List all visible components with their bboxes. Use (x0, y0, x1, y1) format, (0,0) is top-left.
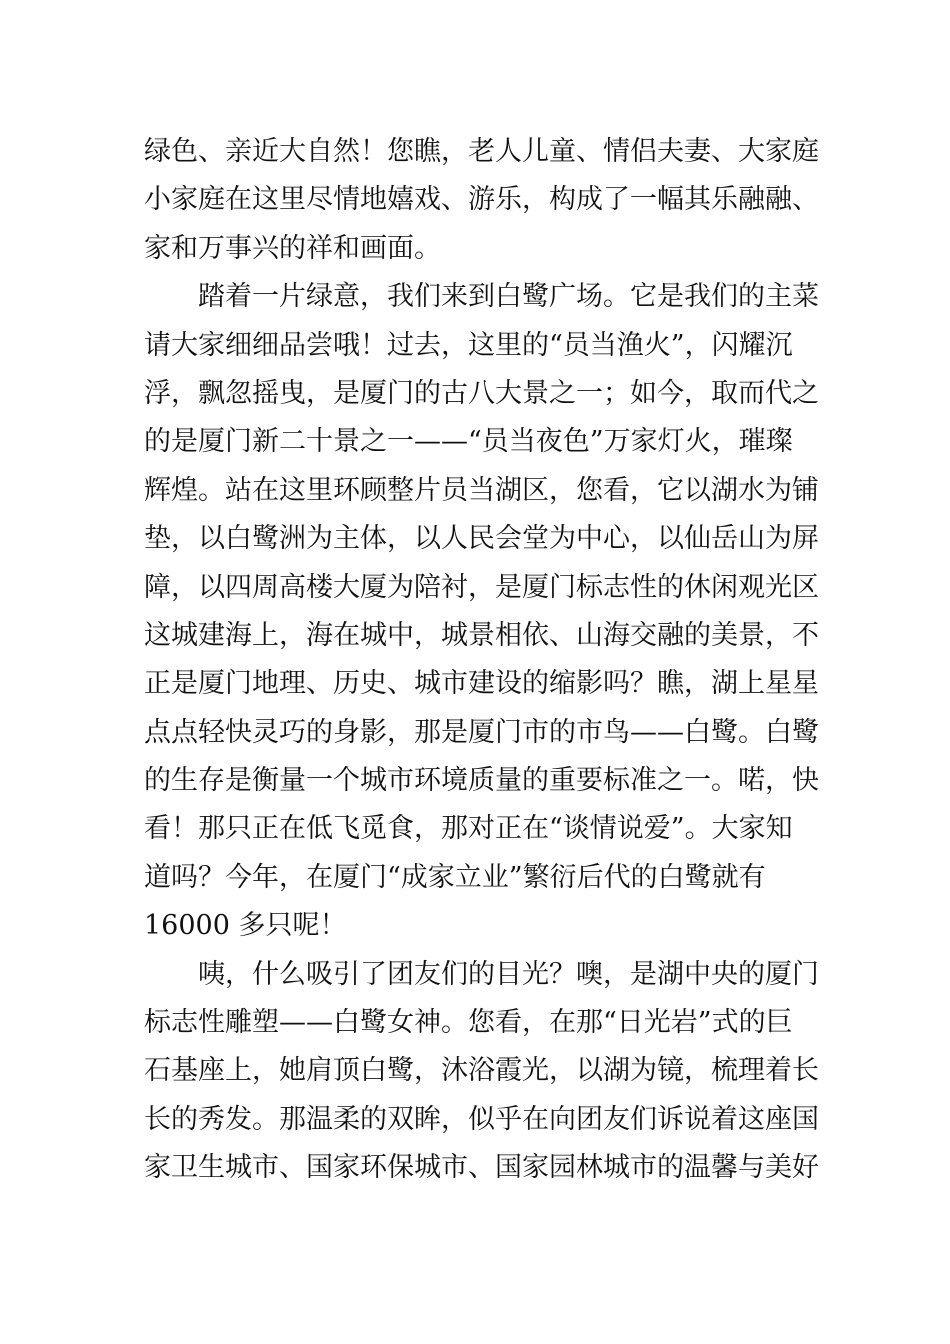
text-line: 看！那只正在低飞觅食，那对正在“谈情说爱”。大家知 (144, 813, 793, 845)
text-line: 垫，以白鹭洲为主体，以人民会堂为中心，以仙岳山为屏 (144, 523, 819, 555)
text-line: 正是厦门地理、历史、城市建设的缩影吗？瞧，湖上星星 (144, 668, 819, 700)
text-line: 这城建海上，海在城中，城景相依、山海交融的美景，不 (144, 619, 819, 651)
text-line: 道吗？今年，在厦门“成家立业”繁衍后代的白鹭就有 (144, 861, 766, 893)
text-line: 障，以四周高楼大厦为陪衬，是厦门标志性的休闲观光区 (144, 571, 819, 603)
text-line: 咦，什么吸引了团友们的目光？噢，是湖中央的厦门 (144, 958, 819, 990)
text-line: 踏着一片绿意，我们来到白鹭广场。它是我们的主菜 (144, 281, 819, 313)
text-line: 请大家细细品尝哦！过去，这里的“员当渔火”，闪耀沉 (144, 329, 793, 361)
text-line: 标志性雕塑——白鹭女神。您看，在那“日光岩”式的巨 (144, 1007, 793, 1039)
text-line: 绿色、亲近大自然！您瞧，老人儿童、情侣夫妻、大家庭 (144, 136, 819, 167)
text-line: 小家庭在这里尽情地嬉戏、游乐，构成了一幅其乐融融、 (144, 184, 819, 216)
text-line: 长的秀发。那温柔的双眸，似乎在向团友们诉说着这座国 (144, 1103, 819, 1135)
text-line: 石基座上，她肩顶白鹭，沐浴霞光，以湖为镜，梳理着长 (144, 1055, 819, 1087)
text-line: 点点轻快灵巧的身影，那是厦门市的市鸟——白鹭。白鹭 (144, 716, 819, 748)
text-line: 的是厦门新二十景之一——“员当夜色”万家灯火，璀璨 (144, 426, 793, 458)
text-line: 家卫生城市、国家环保城市、国家园林城市的温馨与美好 (144, 1152, 819, 1184)
text-line: 辉煌。站在这里环顾整片员当湖区，您看，它以湖水为铺 (144, 474, 819, 506)
body-text (144, 128, 819, 1193)
text-line: 浮，飘忽摇曳，是厦门的古八大景之一；如今，取而代之 (144, 377, 819, 409)
text-line: 16000 多只呢！ (144, 910, 347, 942)
text-line: 的生存是衡量一个城市环境质量的重要标准之一。喏，快 (144, 765, 819, 797)
text-line: 家和万事兴的祥和画面。 (144, 232, 441, 264)
